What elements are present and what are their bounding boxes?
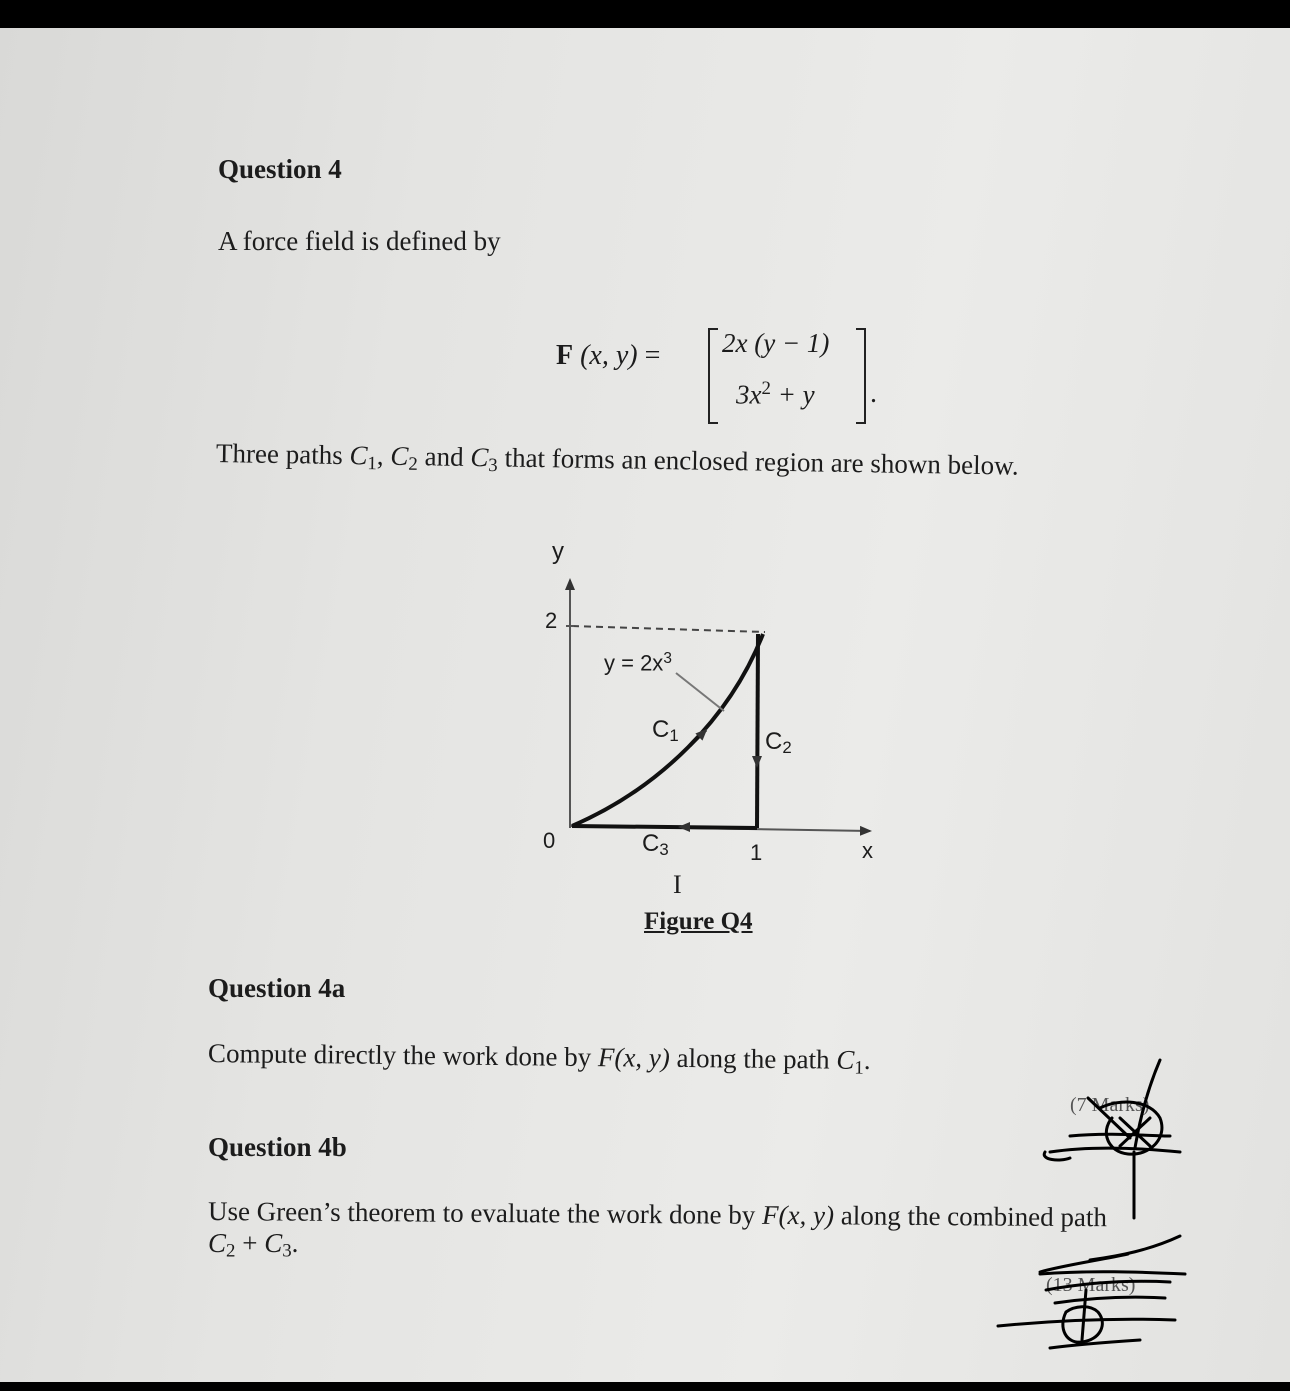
x-tick-label: 1 — [750, 840, 763, 865]
y-axis-label: y — [552, 538, 564, 565]
equation-vector-F: F — [556, 340, 574, 371]
part-b-marks: (13 Marks) — [1046, 1274, 1136, 1296]
equation-trailing-dot: . — [870, 378, 877, 409]
worksheet-page — [0, 28, 1290, 1382]
y-2-dashed-line — [572, 626, 765, 632]
figure-q4 — [0, 28, 1290, 1382]
part-b-title: Question 4b — [208, 1132, 347, 1162]
origin-label: 0 — [543, 828, 556, 853]
c1-label: $C_1$ — [652, 716, 679, 746]
x-axis-label: x — [862, 838, 873, 863]
equation-equals: = — [644, 340, 661, 371]
curve-label-leader — [676, 673, 724, 711]
c3-label: $C_3$ — [642, 830, 669, 860]
matrix-row-2: $3x^2 + y$ — [736, 378, 815, 410]
path-c2-line — [757, 634, 758, 828]
figure-caption: Figure Q4 — [644, 908, 753, 935]
c2-label: $C_2$ — [765, 728, 792, 758]
part-a-title: Question 4a — [208, 973, 346, 1003]
y-tick-label: 2 — [545, 608, 558, 633]
question-title: Question 4 — [218, 154, 342, 184]
part-a-text: Compute directly the work done by F(x, y) along the path $C_1$. — [207, 1038, 871, 1079]
equation-args: (x, y) — [580, 340, 638, 371]
question-intro: A force field is defined by — [218, 226, 501, 256]
part-b-line-1: Use Green’s theorem to evaluate the work done by F(x, y) along the combined path — [207, 1196, 1108, 1233]
curve-label: $y = 2x^3$ — [604, 650, 672, 676]
matrix-row-1: 2x (y − 1) — [722, 328, 830, 358]
part-b-line-2: $C_2 + C_3$. — [208, 1228, 299, 1262]
paths-sentence: Three paths $C_1$, $C_2$ and $C_3$ that forms an enclosed region are shown below. — [215, 438, 1019, 481]
part-a-marks: (7 Marks) — [1070, 1094, 1150, 1116]
text-cursor-icon: I — [673, 870, 682, 899]
path-c3-line — [572, 826, 757, 828]
c1-direction-arrow — [690, 730, 706, 746]
